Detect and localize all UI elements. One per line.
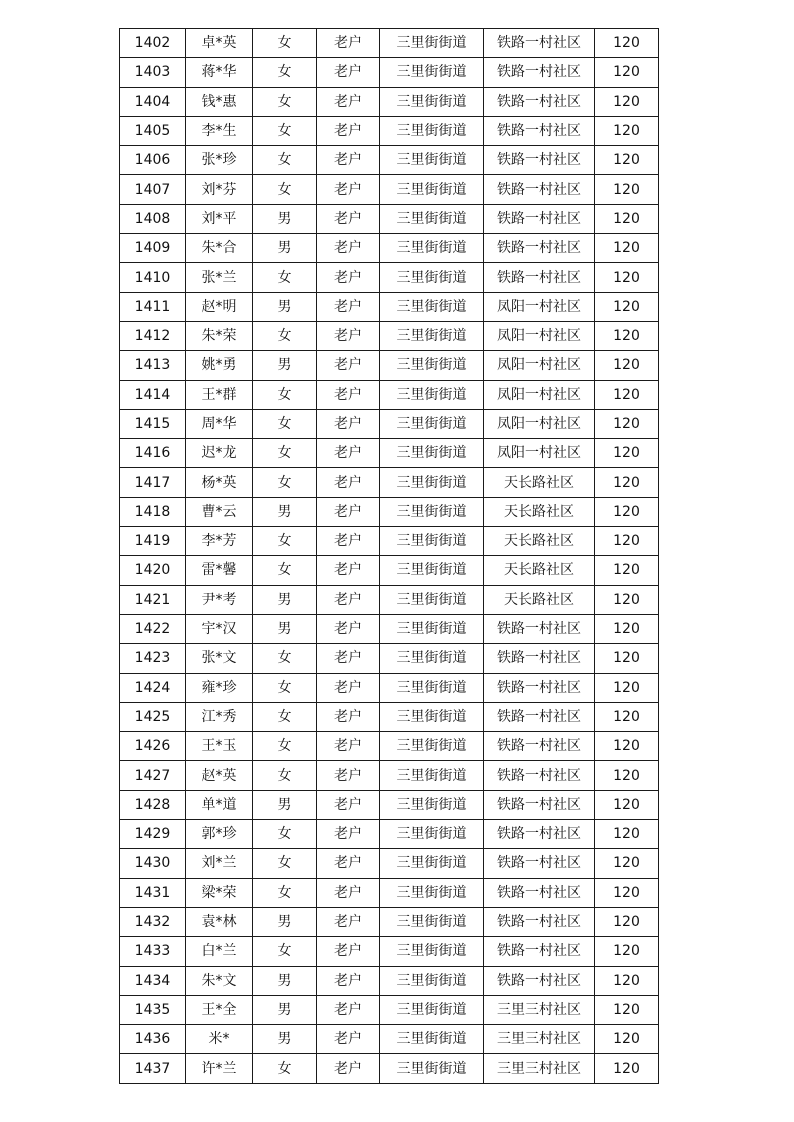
amount-cell: 120 bbox=[595, 790, 659, 819]
household-type-cell: 老户 bbox=[317, 673, 380, 702]
table-row bbox=[120, 790, 659, 819]
household-type-cell: 老户 bbox=[317, 175, 380, 204]
table-row bbox=[120, 585, 659, 614]
amount-cell: 120 bbox=[595, 761, 659, 790]
row-number-cell: 1405 bbox=[120, 116, 186, 145]
amount-cell: 120 bbox=[595, 351, 659, 380]
amount-cell: 120 bbox=[595, 1025, 659, 1054]
street-cell: 三里街街道 bbox=[380, 292, 484, 321]
household-type-cell: 老户 bbox=[317, 87, 380, 116]
gender-cell: 男 bbox=[253, 907, 317, 936]
gender-cell: 女 bbox=[253, 87, 317, 116]
community-cell: 三里三村社区 bbox=[484, 995, 595, 1024]
row-number-cell: 1406 bbox=[120, 146, 186, 175]
table-row bbox=[120, 673, 659, 702]
gender-cell: 女 bbox=[253, 263, 317, 292]
row-number-cell: 1420 bbox=[120, 556, 186, 585]
row-number-cell: 1437 bbox=[120, 1054, 186, 1083]
amount-cell: 120 bbox=[595, 673, 659, 702]
amount-cell: 120 bbox=[595, 556, 659, 585]
street-cell: 三里街街道 bbox=[380, 878, 484, 907]
gender-cell: 女 bbox=[253, 175, 317, 204]
table-row bbox=[120, 175, 659, 204]
street-cell: 三里街街道 bbox=[380, 175, 484, 204]
gender-cell: 男 bbox=[253, 497, 317, 526]
row-number-cell: 1419 bbox=[120, 527, 186, 556]
amount-cell: 120 bbox=[595, 995, 659, 1024]
row-number-cell: 1424 bbox=[120, 673, 186, 702]
household-type-cell: 老户 bbox=[317, 585, 380, 614]
community-cell: 凤阳一村社区 bbox=[484, 351, 595, 380]
community-cell: 铁路一村社区 bbox=[484, 614, 595, 643]
name-cell: 白*兰 bbox=[186, 937, 253, 966]
table-row bbox=[120, 966, 659, 995]
community-cell: 铁路一村社区 bbox=[484, 175, 595, 204]
street-cell: 三里街街道 bbox=[380, 761, 484, 790]
row-number-cell: 1421 bbox=[120, 585, 186, 614]
household-type-cell: 老户 bbox=[317, 146, 380, 175]
street-cell: 三里街街道 bbox=[380, 29, 484, 58]
name-cell: 卓*英 bbox=[186, 29, 253, 58]
community-cell: 铁路一村社区 bbox=[484, 878, 595, 907]
household-type-cell: 老户 bbox=[317, 820, 380, 849]
name-cell: 杨*英 bbox=[186, 468, 253, 497]
row-number-cell: 1418 bbox=[120, 497, 186, 526]
name-cell: 张*兰 bbox=[186, 263, 253, 292]
row-number-cell: 1411 bbox=[120, 292, 186, 321]
name-cell: 朱*文 bbox=[186, 966, 253, 995]
gender-cell: 女 bbox=[253, 820, 317, 849]
row-number-cell: 1417 bbox=[120, 468, 186, 497]
household-type-cell: 老户 bbox=[317, 614, 380, 643]
name-cell: 刘*芬 bbox=[186, 175, 253, 204]
gender-cell: 女 bbox=[253, 937, 317, 966]
amount-cell: 120 bbox=[595, 614, 659, 643]
street-cell: 三里街街道 bbox=[380, 995, 484, 1024]
amount-cell: 120 bbox=[595, 497, 659, 526]
household-type-cell: 老户 bbox=[317, 351, 380, 380]
table-row bbox=[120, 87, 659, 116]
household-type-cell: 老户 bbox=[317, 790, 380, 819]
gender-cell: 男 bbox=[253, 351, 317, 380]
row-number-cell: 1426 bbox=[120, 732, 186, 761]
community-cell: 铁路一村社区 bbox=[484, 732, 595, 761]
household-type-cell: 老户 bbox=[317, 234, 380, 263]
street-cell: 三里街街道 bbox=[380, 204, 484, 233]
household-type-cell: 老户 bbox=[317, 263, 380, 292]
gender-cell: 女 bbox=[253, 146, 317, 175]
row-number-cell: 1412 bbox=[120, 321, 186, 350]
street-cell: 三里街街道 bbox=[380, 116, 484, 145]
roster-table bbox=[119, 28, 659, 1084]
street-cell: 三里街街道 bbox=[380, 644, 484, 673]
street-cell: 三里街街道 bbox=[380, 87, 484, 116]
street-cell: 三里街街道 bbox=[380, 585, 484, 614]
household-type-cell: 老户 bbox=[317, 321, 380, 350]
amount-cell: 120 bbox=[595, 321, 659, 350]
amount-cell: 120 bbox=[595, 175, 659, 204]
table-row bbox=[120, 527, 659, 556]
amount-cell: 120 bbox=[595, 263, 659, 292]
street-cell: 三里街街道 bbox=[380, 351, 484, 380]
street-cell: 三里街街道 bbox=[380, 820, 484, 849]
table-row bbox=[120, 761, 659, 790]
name-cell: 许*兰 bbox=[186, 1054, 253, 1083]
street-cell: 三里街街道 bbox=[380, 937, 484, 966]
street-cell: 三里街街道 bbox=[380, 58, 484, 87]
table-row bbox=[120, 234, 659, 263]
street-cell: 三里街街道 bbox=[380, 409, 484, 438]
name-cell: 赵*明 bbox=[186, 292, 253, 321]
amount-cell: 120 bbox=[595, 87, 659, 116]
amount-cell: 120 bbox=[595, 146, 659, 175]
table-row bbox=[120, 995, 659, 1024]
street-cell: 三里街街道 bbox=[380, 321, 484, 350]
gender-cell: 男 bbox=[253, 966, 317, 995]
amount-cell: 120 bbox=[595, 1054, 659, 1083]
table-row bbox=[120, 820, 659, 849]
community-cell: 凤阳一村社区 bbox=[484, 292, 595, 321]
row-number-cell: 1431 bbox=[120, 878, 186, 907]
amount-cell: 120 bbox=[595, 585, 659, 614]
gender-cell: 女 bbox=[253, 29, 317, 58]
community-cell: 铁路一村社区 bbox=[484, 790, 595, 819]
table-row bbox=[120, 146, 659, 175]
street-cell: 三里街街道 bbox=[380, 234, 484, 263]
name-cell: 江*秀 bbox=[186, 702, 253, 731]
community-cell: 铁路一村社区 bbox=[484, 820, 595, 849]
community-cell: 天长路社区 bbox=[484, 556, 595, 585]
street-cell: 三里街街道 bbox=[380, 907, 484, 936]
name-cell: 米* bbox=[186, 1025, 253, 1054]
street-cell: 三里街街道 bbox=[380, 702, 484, 731]
household-type-cell: 老户 bbox=[317, 439, 380, 468]
gender-cell: 女 bbox=[253, 878, 317, 907]
gender-cell: 女 bbox=[253, 321, 317, 350]
name-cell: 张*珍 bbox=[186, 146, 253, 175]
community-cell: 铁路一村社区 bbox=[484, 644, 595, 673]
community-cell: 三里三村社区 bbox=[484, 1025, 595, 1054]
community-cell: 三里三村社区 bbox=[484, 1054, 595, 1083]
name-cell: 李*芳 bbox=[186, 527, 253, 556]
amount-cell: 120 bbox=[595, 702, 659, 731]
gender-cell: 女 bbox=[253, 1054, 317, 1083]
amount-cell: 120 bbox=[595, 849, 659, 878]
table-row bbox=[120, 204, 659, 233]
table-row bbox=[120, 116, 659, 145]
street-cell: 三里街街道 bbox=[380, 732, 484, 761]
amount-cell: 120 bbox=[595, 732, 659, 761]
name-cell: 郭*珍 bbox=[186, 820, 253, 849]
household-type-cell: 老户 bbox=[317, 995, 380, 1024]
gender-cell: 男 bbox=[253, 234, 317, 263]
amount-cell: 120 bbox=[595, 58, 659, 87]
name-cell: 刘*兰 bbox=[186, 849, 253, 878]
row-number-cell: 1433 bbox=[120, 937, 186, 966]
name-cell: 王*全 bbox=[186, 995, 253, 1024]
table-row bbox=[120, 614, 659, 643]
table-row bbox=[120, 351, 659, 380]
community-cell: 天长路社区 bbox=[484, 468, 595, 497]
row-number-cell: 1408 bbox=[120, 204, 186, 233]
table-row bbox=[120, 497, 659, 526]
name-cell: 李*生 bbox=[186, 116, 253, 145]
household-type-cell: 老户 bbox=[317, 761, 380, 790]
household-type-cell: 老户 bbox=[317, 468, 380, 497]
street-cell: 三里街街道 bbox=[380, 468, 484, 497]
gender-cell: 男 bbox=[253, 1025, 317, 1054]
name-cell: 雍*珍 bbox=[186, 673, 253, 702]
table-row bbox=[120, 409, 659, 438]
gender-cell: 女 bbox=[253, 556, 317, 585]
household-type-cell: 老户 bbox=[317, 380, 380, 409]
community-cell: 天长路社区 bbox=[484, 585, 595, 614]
row-number-cell: 1435 bbox=[120, 995, 186, 1024]
household-type-cell: 老户 bbox=[317, 29, 380, 58]
street-cell: 三里街街道 bbox=[380, 790, 484, 819]
community-cell: 铁路一村社区 bbox=[484, 673, 595, 702]
table-row bbox=[120, 1025, 659, 1054]
community-cell: 铁路一村社区 bbox=[484, 116, 595, 145]
amount-cell: 120 bbox=[595, 966, 659, 995]
community-cell: 铁路一村社区 bbox=[484, 907, 595, 936]
community-cell: 铁路一村社区 bbox=[484, 87, 595, 116]
household-type-cell: 老户 bbox=[317, 292, 380, 321]
household-type-cell: 老户 bbox=[317, 849, 380, 878]
community-cell: 铁路一村社区 bbox=[484, 146, 595, 175]
name-cell: 袁*林 bbox=[186, 907, 253, 936]
community-cell: 天长路社区 bbox=[484, 497, 595, 526]
gender-cell: 女 bbox=[253, 439, 317, 468]
table-row bbox=[120, 732, 659, 761]
gender-cell: 女 bbox=[253, 527, 317, 556]
gender-cell: 女 bbox=[253, 116, 317, 145]
gender-cell: 女 bbox=[253, 468, 317, 497]
table-row bbox=[120, 878, 659, 907]
name-cell: 单*道 bbox=[186, 790, 253, 819]
table-row bbox=[120, 439, 659, 468]
gender-cell: 女 bbox=[253, 380, 317, 409]
amount-cell: 120 bbox=[595, 644, 659, 673]
household-type-cell: 老户 bbox=[317, 1025, 380, 1054]
row-number-cell: 1416 bbox=[120, 439, 186, 468]
row-number-cell: 1423 bbox=[120, 644, 186, 673]
roster-table-body bbox=[120, 29, 659, 1084]
community-cell: 铁路一村社区 bbox=[484, 263, 595, 292]
table-row bbox=[120, 468, 659, 497]
street-cell: 三里街街道 bbox=[380, 966, 484, 995]
table-row bbox=[120, 380, 659, 409]
gender-cell: 男 bbox=[253, 614, 317, 643]
table-row bbox=[120, 321, 659, 350]
street-cell: 三里街街道 bbox=[380, 439, 484, 468]
row-number-cell: 1415 bbox=[120, 409, 186, 438]
household-type-cell: 老户 bbox=[317, 58, 380, 87]
table-row bbox=[120, 58, 659, 87]
gender-cell: 男 bbox=[253, 204, 317, 233]
row-number-cell: 1414 bbox=[120, 380, 186, 409]
community-cell: 凤阳一村社区 bbox=[484, 321, 595, 350]
name-cell: 朱*合 bbox=[186, 234, 253, 263]
community-cell: 铁路一村社区 bbox=[484, 234, 595, 263]
household-type-cell: 老户 bbox=[317, 409, 380, 438]
household-type-cell: 老户 bbox=[317, 732, 380, 761]
amount-cell: 120 bbox=[595, 527, 659, 556]
street-cell: 三里街街道 bbox=[380, 146, 484, 175]
row-number-cell: 1432 bbox=[120, 907, 186, 936]
row-number-cell: 1427 bbox=[120, 761, 186, 790]
street-cell: 三里街街道 bbox=[380, 1025, 484, 1054]
amount-cell: 120 bbox=[595, 204, 659, 233]
name-cell: 王*群 bbox=[186, 380, 253, 409]
street-cell: 三里街街道 bbox=[380, 849, 484, 878]
row-number-cell: 1422 bbox=[120, 614, 186, 643]
table-row bbox=[120, 702, 659, 731]
amount-cell: 120 bbox=[595, 29, 659, 58]
amount-cell: 120 bbox=[595, 409, 659, 438]
amount-cell: 120 bbox=[595, 116, 659, 145]
community-cell: 凤阳一村社区 bbox=[484, 439, 595, 468]
community-cell: 凤阳一村社区 bbox=[484, 409, 595, 438]
household-type-cell: 老户 bbox=[317, 204, 380, 233]
household-type-cell: 老户 bbox=[317, 556, 380, 585]
row-number-cell: 1410 bbox=[120, 263, 186, 292]
row-number-cell: 1425 bbox=[120, 702, 186, 731]
name-cell: 迟*龙 bbox=[186, 439, 253, 468]
gender-cell: 女 bbox=[253, 644, 317, 673]
name-cell: 赵*英 bbox=[186, 761, 253, 790]
gender-cell: 男 bbox=[253, 292, 317, 321]
street-cell: 三里街街道 bbox=[380, 263, 484, 292]
amount-cell: 120 bbox=[595, 907, 659, 936]
amount-cell: 120 bbox=[595, 820, 659, 849]
name-cell: 曹*云 bbox=[186, 497, 253, 526]
row-number-cell: 1430 bbox=[120, 849, 186, 878]
table-row bbox=[120, 644, 659, 673]
street-cell: 三里街街道 bbox=[380, 527, 484, 556]
name-cell: 朱*荣 bbox=[186, 321, 253, 350]
row-number-cell: 1434 bbox=[120, 966, 186, 995]
street-cell: 三里街街道 bbox=[380, 1054, 484, 1083]
community-cell: 铁路一村社区 bbox=[484, 937, 595, 966]
table-row bbox=[120, 556, 659, 585]
table-row bbox=[120, 29, 659, 58]
household-type-cell: 老户 bbox=[317, 1054, 380, 1083]
street-cell: 三里街街道 bbox=[380, 556, 484, 585]
name-cell: 周*华 bbox=[186, 409, 253, 438]
row-number-cell: 1404 bbox=[120, 87, 186, 116]
gender-cell: 女 bbox=[253, 58, 317, 87]
community-cell: 铁路一村社区 bbox=[484, 204, 595, 233]
amount-cell: 120 bbox=[595, 937, 659, 966]
amount-cell: 120 bbox=[595, 234, 659, 263]
street-cell: 三里街街道 bbox=[380, 614, 484, 643]
gender-cell: 女 bbox=[253, 409, 317, 438]
row-number-cell: 1428 bbox=[120, 790, 186, 819]
gender-cell: 男 bbox=[253, 790, 317, 819]
gender-cell: 男 bbox=[253, 995, 317, 1024]
table-row bbox=[120, 937, 659, 966]
gender-cell: 女 bbox=[253, 702, 317, 731]
household-type-cell: 老户 bbox=[317, 527, 380, 556]
community-cell: 天长路社区 bbox=[484, 527, 595, 556]
community-cell: 铁路一村社区 bbox=[484, 849, 595, 878]
community-cell: 铁路一村社区 bbox=[484, 29, 595, 58]
gender-cell: 女 bbox=[253, 849, 317, 878]
community-cell: 铁路一村社区 bbox=[484, 966, 595, 995]
street-cell: 三里街街道 bbox=[380, 673, 484, 702]
name-cell: 钱*惠 bbox=[186, 87, 253, 116]
gender-cell: 男 bbox=[253, 585, 317, 614]
row-number-cell: 1403 bbox=[120, 58, 186, 87]
street-cell: 三里街街道 bbox=[380, 380, 484, 409]
name-cell: 宇*汉 bbox=[186, 614, 253, 643]
name-cell: 张*文 bbox=[186, 644, 253, 673]
amount-cell: 120 bbox=[595, 292, 659, 321]
amount-cell: 120 bbox=[595, 439, 659, 468]
name-cell: 蒋*华 bbox=[186, 58, 253, 87]
table-row bbox=[120, 849, 659, 878]
community-cell: 凤阳一村社区 bbox=[484, 380, 595, 409]
name-cell: 尹*考 bbox=[186, 585, 253, 614]
amount-cell: 120 bbox=[595, 468, 659, 497]
amount-cell: 120 bbox=[595, 878, 659, 907]
household-type-cell: 老户 bbox=[317, 644, 380, 673]
name-cell: 王*玉 bbox=[186, 732, 253, 761]
row-number-cell: 1429 bbox=[120, 820, 186, 849]
gender-cell: 女 bbox=[253, 761, 317, 790]
row-number-cell: 1407 bbox=[120, 175, 186, 204]
gender-cell: 女 bbox=[253, 673, 317, 702]
table-row bbox=[120, 907, 659, 936]
row-number-cell: 1436 bbox=[120, 1025, 186, 1054]
household-type-cell: 老户 bbox=[317, 497, 380, 526]
community-cell: 铁路一村社区 bbox=[484, 761, 595, 790]
street-cell: 三里街街道 bbox=[380, 497, 484, 526]
amount-cell: 120 bbox=[595, 380, 659, 409]
row-number-cell: 1413 bbox=[120, 351, 186, 380]
household-type-cell: 老户 bbox=[317, 116, 380, 145]
household-type-cell: 老户 bbox=[317, 937, 380, 966]
household-type-cell: 老户 bbox=[317, 966, 380, 995]
name-cell: 雷*馨 bbox=[186, 556, 253, 585]
name-cell: 姚*勇 bbox=[186, 351, 253, 380]
household-type-cell: 老户 bbox=[317, 907, 380, 936]
gender-cell: 女 bbox=[253, 732, 317, 761]
name-cell: 梁*荣 bbox=[186, 878, 253, 907]
household-type-cell: 老户 bbox=[317, 702, 380, 731]
table-row bbox=[120, 292, 659, 321]
community-cell: 铁路一村社区 bbox=[484, 702, 595, 731]
household-type-cell: 老户 bbox=[317, 878, 380, 907]
name-cell: 刘*平 bbox=[186, 204, 253, 233]
community-cell: 铁路一村社区 bbox=[484, 58, 595, 87]
table-row bbox=[120, 1054, 659, 1083]
table-row bbox=[120, 263, 659, 292]
row-number-cell: 1402 bbox=[120, 29, 186, 58]
row-number-cell: 1409 bbox=[120, 234, 186, 263]
